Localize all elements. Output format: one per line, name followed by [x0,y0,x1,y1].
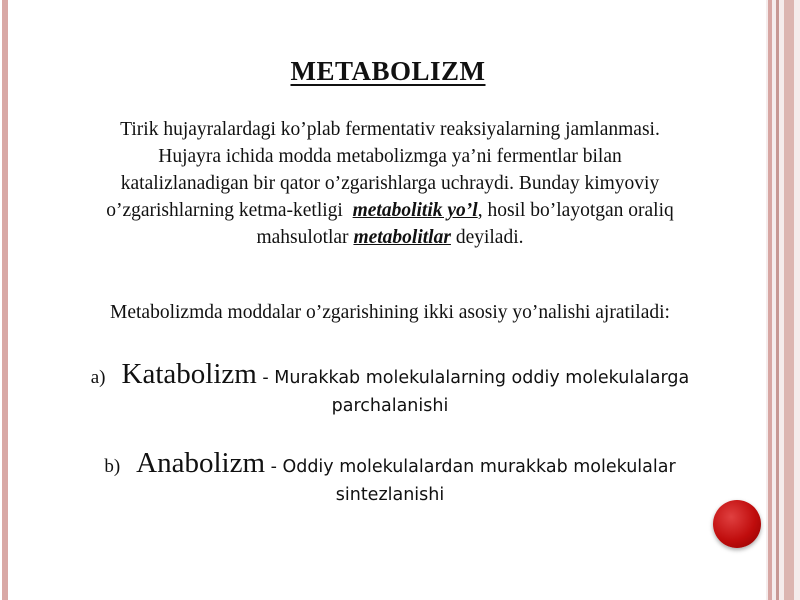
term-katabolizm: Katabolizm [121,358,257,390]
intro-text: mahsulotlar [256,227,349,248]
right-bar-stripe [768,0,772,600]
term-metabolitik-yol: metabolitik yo’l [352,200,478,221]
slide-title: METABOLIZM [290,56,486,86]
list-item-anabolizm [40,447,740,509]
list-item-line [40,447,740,481]
intro-line [40,224,740,251]
list-marker: a) [90,367,106,388]
list-marker: b) [104,456,121,477]
intro-line: katalizlanadigan bir qator o’zgarishlarga uchraydi. Bunday kimyoviy [120,173,660,194]
list-item-katabolizm [40,358,740,420]
subtitle: Metabolizmda moddalar o’zgarishining ikki asosiy yo’nalishi ajratiladi: [110,302,670,323]
intro-text: , hosil bo’layotgan oraliq [477,200,674,221]
intro-line: Tirik hujayralardagi ko’plab fermentativ reaksiyalarning jamlanmasi. [120,119,660,140]
term-anabolizm: Anabolizm [136,447,265,479]
term-metabolitlar: metabolitlar [353,227,451,248]
item-description-cont: sintezlanishi [335,485,445,505]
intro-text: o’zgarishlarning ketma-ketligi [106,200,343,221]
intro-line [40,197,740,224]
item-description: - Oddiy molekulalardan murakkab molekulalar [265,457,676,477]
item-description-cont: parchalanishi [331,396,449,416]
item-description: - Murakkab molekulalarning oddiy molekulalarga [256,368,690,388]
intro-line: Hujayra ichida modda metabolizmga ya’ni fermentlar bilan [158,146,622,167]
right-bar-stripe [776,0,779,600]
intro-text: deyiladi. [455,227,524,248]
slide-canvas [8,0,766,600]
right-bar-stripe [784,0,794,600]
intro-paragraph [40,116,740,251]
list-item-line [40,358,740,392]
red-circle-icon [713,500,761,548]
